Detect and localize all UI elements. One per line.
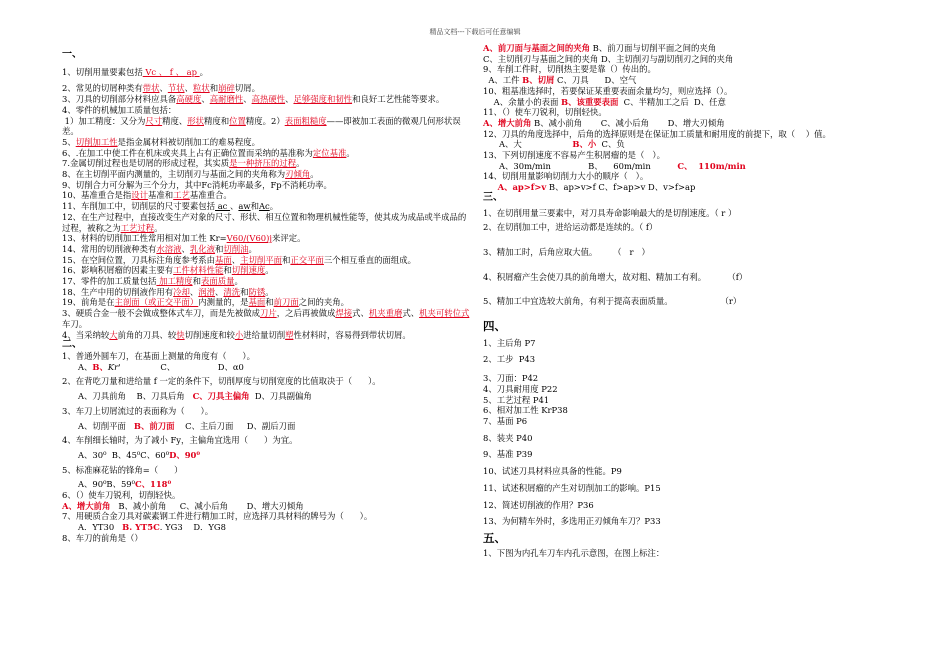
short-10: 10、试述刀具材料应具备的性能。P9 [483,466,622,477]
question-5-options: A、90⁰B、59⁰C、118⁰ [62,479,172,490]
short-7: 7、基面 P6 [483,415,528,426]
item-18: 18、生产中用的切削液作用有冷却、润滑、清洗和防锈。 [62,286,274,297]
question-10: 10、粗基准选择时，若要保证某重要表面余量均匀，则应选择（）。 [483,85,733,96]
section-1-heading: 一、 [62,49,82,60]
question-6: 6、（）使车刀锐利，切削轻快。 [62,490,181,501]
question-3: 3、车刀上切屑流过的表面称为（ ）。 [62,405,214,416]
judge-5: 5、精加工中宜选较大前角，有利于提高表面质量。 （r） [483,296,742,307]
short-12: 12、简述切削液的作用？P36 [483,499,594,510]
figure-question-1: 1、下图为内孔车刀车内孔示意图，在图上标注： [483,547,665,558]
question-8: 8、车刀的前角是（） [62,532,143,543]
section-3-heading: 三、 [483,191,503,203]
q8-options-ab: A、前刀面与基面之间的夹角 B、前刀面与切削平面之间的夹角 [483,43,717,53]
item-19: 19、前角是在主剖面（或正交平面）内测量的，是基面和前刀面之间的夹角。 [62,297,350,308]
item-3: 3、刀具的切削部分材料应具备高硬度、高耐磨性、高热硬性、足够强度和韧性和良好工艺性能等要求。 [62,94,445,105]
item-21: 4、当采纳较大前角的刀具、较快切削速度和较小进给量切削塑性材料时，容易得到带状切屑。 [62,329,411,340]
question-6-options: A、增大前角 B、减小前角 C、减小后角 D、增大刃倾角 [62,500,304,511]
question-13-options: A、30m/min B、 60m/min C、 110m/min [483,160,746,171]
short-9: 9、基准 P39 [483,449,533,460]
item-5: 5、切削加工性是指金属材料被切削加工的难易程度。 [62,136,260,147]
short-2: 2、工步 P43 [483,354,536,365]
question-4: 4、车削细长轴时，为了减小 Fy，主偏角宜选用（ ）为宜。 [62,435,298,446]
question-3-options: A、切削平面 B、前刀面 C、主后刀面 D、副后刀面 [62,420,296,431]
right-column [483,43,888,558]
question-13: 13、下列切削速度不容易产生积屑瘤的是（ ）。 [483,150,665,161]
item-11: 11、车削加工中，切削层的尺寸要素包括 ac 、aw和Ac。 [62,201,279,212]
judge-2: 2、在切削加工中，进给运动都是连续的。（ f） [483,222,658,233]
question-2: 2、在背吃刀量和进给量 f 一定的条件下，切削厚度与切削宽度的比值取决于（ ）。 [62,376,381,387]
question-2-options: A、刀具前角 B、刀具后角 C、刀具主偏角 D、刀具副偏角 [62,391,312,402]
item-4: 4、零件的机械加工质量包括： [62,104,177,115]
question-12: 12、刀具的角度选择中，后角的选择原则是在保证加工质量和耐用度的前提下，取（ ）值。 [483,128,831,139]
judge-4: 4、积屑瘤产生会使刀具的前角增大，故对粗、精加工有利。 （f） [483,271,748,282]
question-12-options: A、大 B、小 C、负 [483,139,625,150]
question-11-options: A、增大前角 B、减小前角 C、减小后角 D、增大刃倾角 [483,117,725,128]
section-2-heading: 二、 [62,339,82,351]
question-11: 11、（）使车刀锐利，切削轻快。 [483,107,607,118]
item-13: 13、材料的切削加工性常用相对加工性 Kr=V60/(V60)j来评定。 [62,233,306,244]
item-14: 14、常用的切削液种类有水溶液、乳化液和切削油。 [62,243,257,254]
item-1: 1、切削用量要素包括 Vc 、 f 、 ap 。 [62,66,208,77]
item-16: 16、影响积屑瘤的因素主要有工件材料性能和切削速度。 [62,265,274,276]
left-column [62,50,472,544]
item-4-detail: 1）加工精度：又分为尺寸精度、形状精度和位置精度。2）表面粗糙度——即被加工表面的微观几何形状误差。 [62,115,461,137]
short-13: 13、为何精车外时，多选用正刃倾角车刀？P33 [483,516,661,527]
item-8: 8、在主切削平面内测量的，主切削刃与基面之间的夹角称为刃倾角。 [62,169,319,180]
judge-1: 1、在切削用量三要素中，对刀具寿命影响最大的是切削速度。（ r ） [483,207,737,218]
question-7: 7、用硬质合金刀具对碳素钢工件进行精加工时，应选择刀具材料的牌号为（ ）。 [62,511,373,522]
question-9: 9、车削工件时，切削热主要是靠（）传出的。 [483,64,656,75]
question-10-options: A、余量小的表面 B、该重要表面 C、半精加工之后 D、任意 [483,96,726,107]
short-1: 1、主后角 P7 [483,337,536,348]
short-5: 5、工艺过程 P41 [483,394,550,405]
question-5: 5、标准麻花钻的锋角=（ ） [62,464,183,475]
judge-3: 3、精加工时，后角应取大值。 （ r ） [483,246,650,257]
question-7-options: A．YT30 B. YT5C. YG3 D．YG8 [62,522,226,533]
short-6: 6、相对加工性 KrP38 [483,405,568,416]
section-4-heading: 四、 [483,319,506,334]
section-5-heading: 五、 [483,530,506,545]
question-14-options: A、ap>f>v B、ap>v>f C、f>ap>v D、v>f>ap [483,182,696,193]
question-9-options: A、工件 B、切屑 C、刀具 D、空气 [483,75,637,86]
page-header: 精品文档---下载后可任意编辑 [429,28,521,36]
item-15: 15、在空间位置，刀具标注角度参考系由基面、主切削平面和正交平面三个相互垂直的面组成。 [62,254,417,265]
item-17: 17、零件的加工质量包括 加工精度和表面质量。 [62,276,243,287]
question-1: 1、普通外圆车刀，在基面上测量的角度有（ ）。 [62,350,255,361]
question-14: 14、切削用量影响切削力大小的顺序（ ）。 [483,171,649,182]
item-9: 9、切削合力可分解为三个分力，其中Fc消耗功率最多，Fp不消耗功率。 [62,179,332,190]
item-12: 12、在生产过程中，直接改变生产对象的尺寸、形状、相互位置和物理机械性能等，使其成为成品或半成品的过程，被称之为工艺过程。 [62,211,467,233]
item-2: 2、常见的切屑种类有带状、节状、粒状和崩碎切屑。 [62,83,260,94]
item-20: 3、硬质合金一般不会做成整体式车刀，而是先被做成刀片，之后再被做成焊接式、机夹重磨式、机夹可转位式车刀。 [62,308,470,329]
question-1-options: A、B、Kr' C、 D、α0 [62,361,244,372]
item-10: 10、基准重合是指设计基准和工艺基准重合。 [62,190,232,201]
short-3: 3、刀面：P42 [483,373,539,384]
short-8: 8、装夹 P40 [483,432,533,443]
question-4-options: A、30⁰ B、45⁰C、60⁰D、90⁰ [62,449,201,460]
short-11: 11、试述积屑瘤的产生对切削加工的影响。P15 [483,482,661,493]
item-7: 7.金属切削过程也是切屑的形成过程，其实质是一种挤压的过程。 [62,158,305,169]
item-6: 6、.在加工中使工件在机床或夹具上占有正确位置而采纳的基准称为定位基准。 [62,147,355,158]
short-4: 4、刀具耐用度 P22 [483,383,558,394]
q8-options-cd: C、主切削刃与基面之间的夹角 D、主切削刃与副切削刃之间的夹角 [483,53,734,64]
